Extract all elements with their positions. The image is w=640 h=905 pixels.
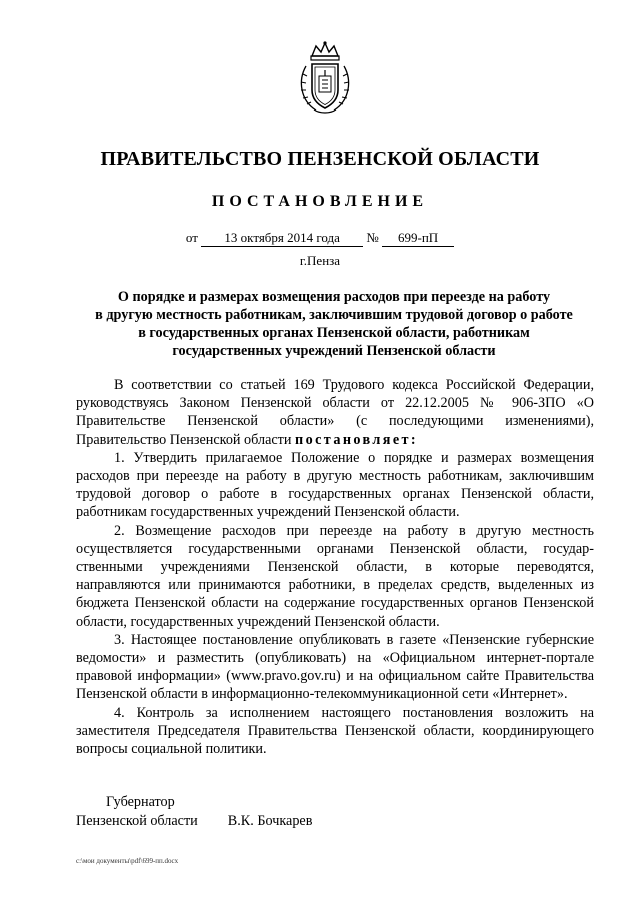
signer-name: В.К. Бочкарев xyxy=(227,813,313,829)
date-number-line xyxy=(0,230,640,247)
government-title: ПРАВИТЕЛЬСТВО ПЕНЗЕНСКОЙ ОБЛАСТИ xyxy=(100,148,540,170)
preamble-paragraph xyxy=(76,376,594,449)
subject-line: О порядке и размерах возмещения расходов при переезде на работу xyxy=(117,289,551,305)
signer-title-line1: Губернатор xyxy=(106,794,175,810)
decree-number: 699-пП xyxy=(382,230,454,247)
coat-of-arms-icon xyxy=(294,40,356,118)
decree-subject xyxy=(74,288,594,360)
preamble-text: В соответствии со статьей 169 Трудового кодекса Российской Федерации, руководствуясь Законом Пензенской области от 22.12.2005 № 906-ЗПО «О Правительстве Пензенской области» (с последующими изменениями), Правительство Пензенской области xyxy=(76,377,594,448)
date-prefix: от xyxy=(185,230,198,245)
number-prefix: № xyxy=(366,230,379,245)
signature-block xyxy=(76,793,312,831)
subject-line: в другую местность работникам, заключившим трудовой договор о работе xyxy=(95,307,573,323)
decree-date: 13 октября 2014 года xyxy=(201,230,363,247)
signer-title-line2-row xyxy=(76,812,312,831)
file-path-footer: c:\мои документы\pdf\699-пп.docx xyxy=(76,857,179,865)
subject-line: в государственных органах Пензенской области, работникам xyxy=(138,325,530,341)
item-paragraph: 2. Возмещение расходов при переезде на работу в другую местность осуществляется государственными органами Пензенской области, государ-ственными учреждениями Пензенской области, в которые переводятся, направляются или принимаются работники, в пределах средств, выделенных из бюджета Пензенской области на содержание государственных органов Пензенской области, государственных учреждений Пензенской области. xyxy=(76,522,594,630)
signer-title-line2: Пензенской области xyxy=(76,813,198,829)
emblem xyxy=(294,40,356,118)
decree-body xyxy=(76,376,594,758)
document-type: ПОСТАНОВЛЕНИЕ xyxy=(211,193,429,210)
item-paragraph: 3. Настоящее постановление опубликовать в газете «Пензенские губернские ведомости» и разместить (опубликовать) на «Официальном интернет-портале правовой информации» (www.pravo.gov.ru) и на официальном сайте Правительства Пензенской области в информационно-телекоммуникационной сети «Интернет». xyxy=(76,631,594,703)
item-paragraph: 4. Контроль за исполнением настоящего постановления возложить на заместителя Председателя Правительства Пензенской области, координирующего вопросы социальной политики. xyxy=(76,704,594,758)
resolves-word: постановляет: xyxy=(295,431,419,448)
item-paragraph: 1. Утвердить прилагаемое Положение о порядке и размерах возмещения расходов при переезде на работу в другую местность работникам, заключившим трудовой договор о работе в государственных органах Пензенской области, работникам государственных учреждений Пензенской области. xyxy=(76,449,594,521)
subject-line: государственных учреждений Пензенской области xyxy=(172,343,496,359)
city: г.Пенза xyxy=(299,253,341,268)
